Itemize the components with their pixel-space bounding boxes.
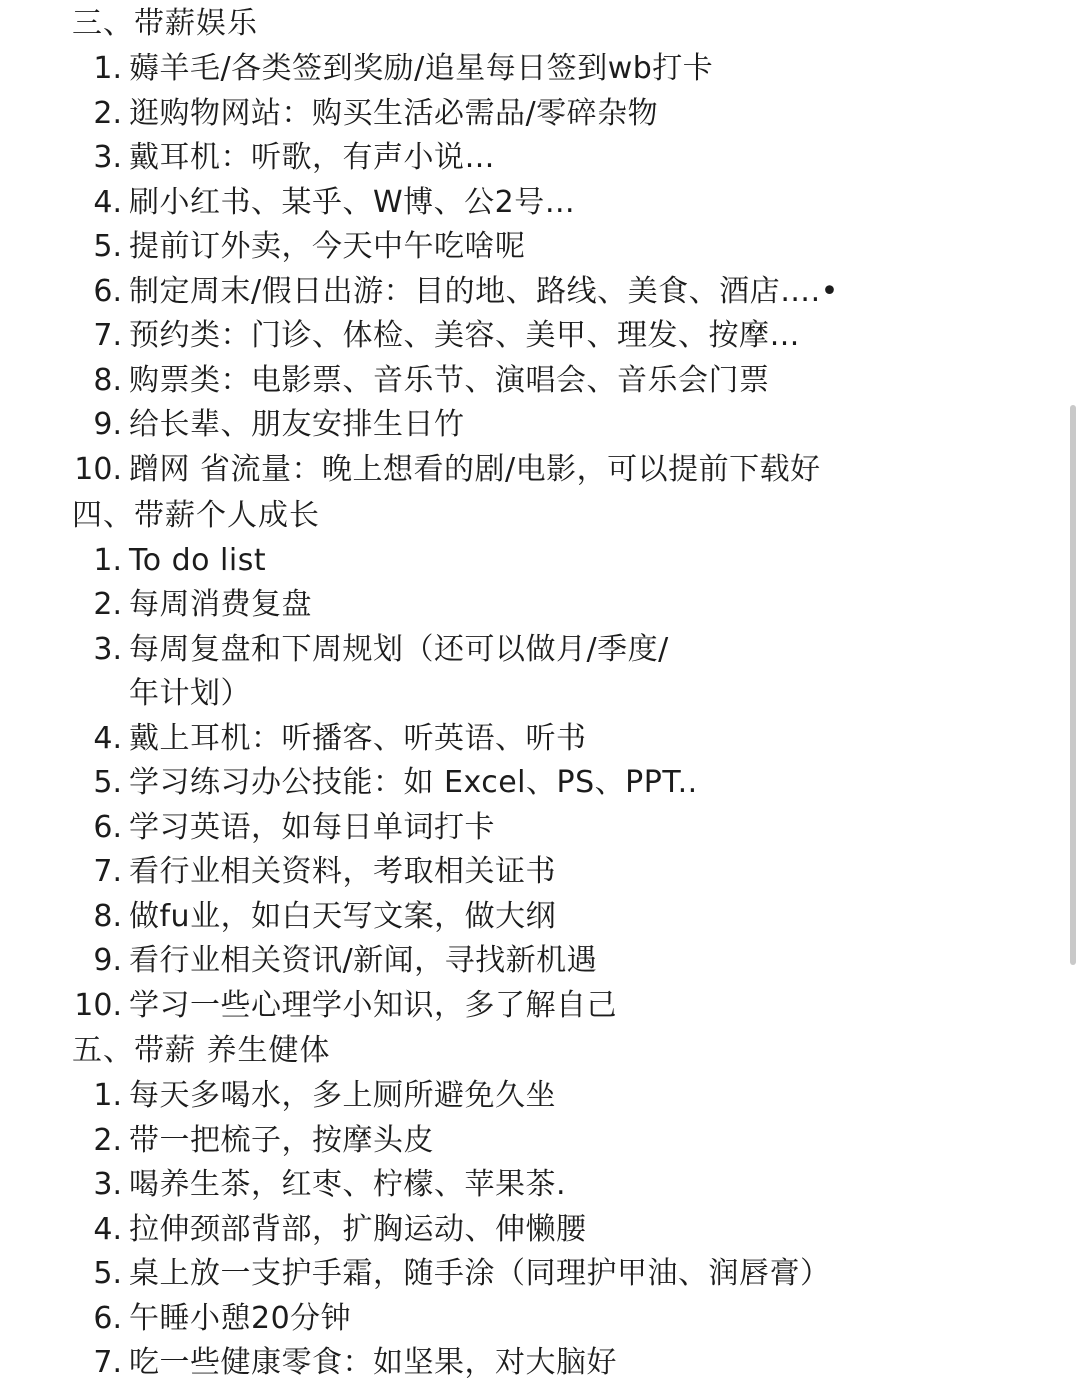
item-text: 提前订外卖，今天中午吃啥呢 xyxy=(129,229,526,264)
item-number: 9. xyxy=(93,407,122,442)
item-number: 1. xyxy=(93,1078,122,1113)
item-number: 2. xyxy=(93,1123,122,1158)
item-text: 学习练习办公技能：如 Excel、PS、PPT.. xyxy=(129,765,698,800)
item-text: 蹭网 省流量：晚上想看的剧/电影，可以提前下载好 xyxy=(129,452,821,487)
section-title-personal-growth: 四、带薪个人成长 xyxy=(72,498,320,533)
item-number: 3. xyxy=(93,1167,122,1202)
item-number: 7. xyxy=(93,318,122,353)
item-text: 刷小红书、某乎、W博、公2号… xyxy=(129,185,576,220)
item-number: 7. xyxy=(93,854,122,889)
item-text: 年计划） xyxy=(129,676,251,711)
item-number: 6. xyxy=(93,810,122,845)
item-text: 带一把梳子，按摩头皮 xyxy=(129,1123,434,1158)
item-number: 3. xyxy=(93,632,122,667)
section-title-entertainment: 三、带薪娱乐 xyxy=(72,6,258,41)
item-text: 戴上耳机：听播客、听英语、听书 xyxy=(129,721,587,756)
item-text: 逛购物网站：购买生活必需品/零碎杂物 xyxy=(129,96,659,131)
section-title-health: 五、带薪 养生健体 xyxy=(72,1033,331,1068)
item-number: 5. xyxy=(93,229,122,264)
item-number: 6. xyxy=(93,1301,122,1336)
item-text: 桌上放一支护手霜，随手涂（同理护甲油、润唇膏） xyxy=(129,1256,831,1291)
item-number: 10. xyxy=(74,988,122,1023)
item-number: 8. xyxy=(93,363,122,398)
item-number: 1. xyxy=(93,51,122,86)
item-number: 5. xyxy=(93,1256,122,1291)
item-text: 每天多喝水，多上厕所避免久坐 xyxy=(129,1078,556,1113)
item-number: 2. xyxy=(93,587,122,622)
item-text: 预约类：门诊、体检、美容、美甲、理发、按摩… xyxy=(129,318,800,353)
item-number: 3. xyxy=(93,140,122,175)
item-text: 每周消费复盘 xyxy=(129,587,312,622)
item-text: 喝养生茶，红枣、柠檬、苹果茶. xyxy=(129,1167,567,1202)
item-number: 4. xyxy=(93,721,122,756)
item-text: 学习一些心理学小知识，多了解自己 xyxy=(129,988,617,1023)
item-text: 午睡小憩20分钟 xyxy=(129,1301,352,1336)
item-number: 10. xyxy=(74,452,122,487)
item-text: 每周复盘和下周规划（还可以做月/季度/ xyxy=(129,632,669,667)
vertical-scrollbar[interactable] xyxy=(1070,405,1076,965)
item-text: 薅羊毛/各类签到奖励/追星每日签到wb打卡 xyxy=(129,51,714,86)
item-text: 戴耳机：听歌，有声小说… xyxy=(129,140,495,175)
item-number: 9. xyxy=(93,943,122,978)
item-text: 购票类：电影票、音乐节、演唱会、音乐会门票 xyxy=(129,363,770,398)
item-number: 8. xyxy=(93,899,122,934)
item-text: 看行业相关资讯/新闻，寻找新机遇 xyxy=(129,943,598,978)
item-text: 制定周末/假日出游：目的地、路线、美食、酒店….• xyxy=(129,274,839,309)
item-number: 4. xyxy=(93,185,122,220)
item-text: 看行业相关资料，考取相关证书 xyxy=(129,854,556,889)
item-text: 拉伸颈部背部，扩胸运动、伸懒腰 xyxy=(129,1212,587,1247)
item-number: 6. xyxy=(93,274,122,309)
item-number: 4. xyxy=(93,1212,122,1247)
item-text: 做fu业，如白天写文案，做大纲 xyxy=(129,899,557,934)
item-text: 给长辈、朋友安排生日竹 xyxy=(129,407,465,442)
item-text: To do list xyxy=(129,543,267,578)
item-text: 吃一些健康零食：如坚果，对大脑好 xyxy=(129,1345,617,1380)
item-number: 1. xyxy=(93,543,122,578)
item-number: 2. xyxy=(93,96,122,131)
item-text: 学习英语，如每日单词打卡 xyxy=(129,810,495,845)
item-number: 7. xyxy=(93,1345,122,1380)
item-number: 5. xyxy=(93,765,122,800)
